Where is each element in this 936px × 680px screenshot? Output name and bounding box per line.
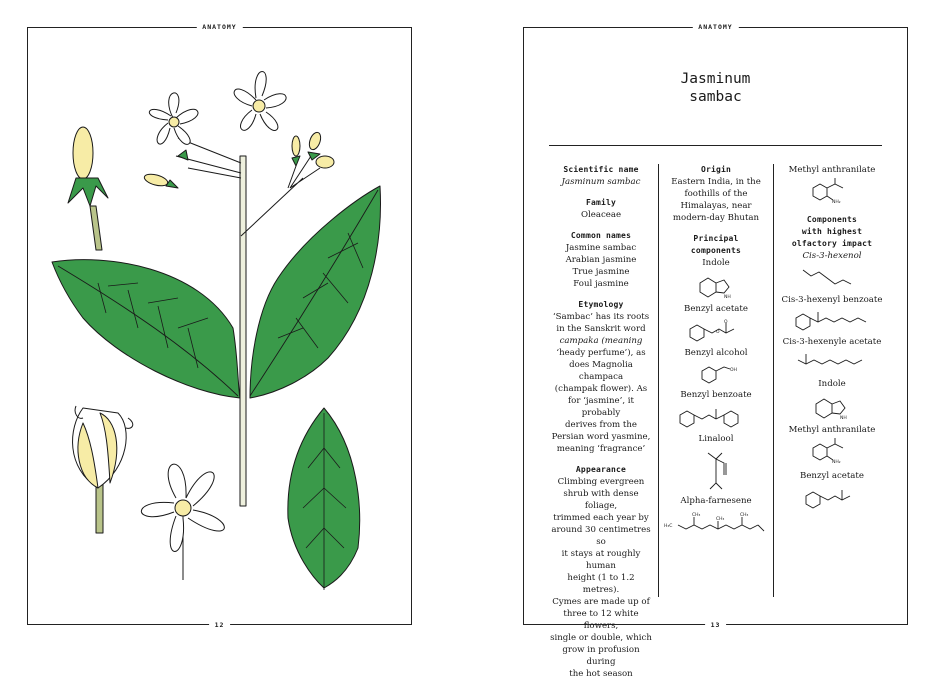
nh2-label: NH₂ — [832, 460, 841, 465]
appearance-line: three to 12 white flowers, — [563, 609, 639, 631]
appearance-line: around 30 centimetres so — [551, 525, 651, 547]
svg-text:NH: NH — [724, 295, 731, 299]
flower-top-left — [149, 93, 198, 144]
indole-molecule-icon — [696, 271, 736, 299]
main-stem — [240, 156, 246, 506]
appearance-label: Appearance — [575, 465, 627, 474]
oh-label: OH — [730, 368, 737, 373]
title-line-2: sambac — [689, 89, 742, 105]
appearance-line: Climbing evergreen — [557, 477, 645, 487]
component-name: Methyl anthranilate — [788, 165, 876, 175]
origin-line: modern-day Bhutan — [672, 213, 760, 223]
h3c-label: H₃C — [664, 524, 673, 529]
appearance-line: shrub with dense foliage, — [563, 489, 639, 511]
origin-label: Origin — [700, 165, 732, 174]
nh2-label: NH₂ — [832, 200, 841, 205]
etymology-line: derives from the — [565, 420, 637, 430]
alpha-farnesene-molecule-icon — [664, 509, 770, 537]
appearance-line: grow in profusion during — [562, 645, 640, 667]
ch3-label: CH₃ — [740, 513, 749, 518]
appearance-line: Cymes are made up of — [552, 597, 650, 607]
left-leaf — [52, 260, 240, 398]
component-name: Benzyl alcohol — [684, 348, 748, 358]
etymology-line: (champak flower). As — [554, 384, 648, 394]
component-name: Benzyl acetate — [684, 304, 748, 314]
etymology-line: Persian word yasmine, — [551, 432, 651, 442]
methyl-anthranilate-molecule-icon — [807, 178, 857, 206]
svg-text:O: O — [724, 320, 728, 325]
cis-3-hexenol-molecule-icon — [799, 264, 865, 290]
olfactory-component: Indole — [818, 379, 846, 389]
etymology-line: campaka (meaning — [559, 336, 643, 346]
bud-3 — [307, 131, 323, 151]
component-name: Indole — [702, 258, 730, 268]
page-title — [523, 70, 908, 106]
indole-molecule-icon — [812, 392, 852, 420]
etymology-label: Etymology — [578, 300, 624, 309]
etymology-line: does Magnolia champaca — [569, 360, 633, 382]
flower-top-center — [234, 71, 286, 130]
olfactory-component: Methyl anthranilate — [788, 425, 876, 435]
cis-3-hexenyl-benzoate-molecule-icon — [792, 308, 872, 332]
common-name: Jasmine sambac — [565, 243, 637, 253]
left-bud — [73, 127, 93, 179]
benzyl-benzoate-molecule-icon — [676, 403, 756, 429]
origin-line: Eastern India, in the — [671, 177, 761, 187]
svg-text:O: O — [716, 330, 720, 335]
benzyl-acetate-molecule-icon — [686, 317, 746, 343]
olfactory-component: Cis-3-hexenol — [802, 251, 862, 261]
olfactory-label: Components — [806, 215, 858, 224]
component-name: Benzyl benzoate — [680, 390, 752, 400]
common-name: Arabian jasmine — [565, 255, 637, 265]
column-divider-1 — [658, 164, 659, 597]
bud-1 — [143, 172, 169, 188]
ch3-label: CH₃ — [716, 517, 725, 522]
etymology-line: meaning ‘fragrance’ — [556, 444, 646, 454]
olfactory-component: Cis-3-hexenyl benzoate — [781, 295, 883, 305]
origin-line: foothills of the — [684, 189, 748, 199]
principal-components-label-1: Principal — [693, 234, 739, 243]
ch3-label: CH₃ — [692, 513, 701, 518]
olfactory-label: olfactory impact — [791, 239, 873, 248]
bud-4 — [316, 156, 334, 168]
right-page-number: 13 — [705, 620, 727, 630]
flower-front-view — [141, 464, 224, 580]
olfactory-component: Cis-3-hexenyle acetate — [782, 337, 882, 347]
left-page-frame — [27, 23, 412, 629]
flower-side-view — [73, 406, 133, 533]
etymology-line: ‘Sambac’ has its roots — [552, 312, 650, 322]
family-value: Oleaceae — [580, 210, 622, 220]
appearance-line: height (1 to 1.2 metres). — [567, 573, 635, 595]
column-divider-2 — [773, 164, 774, 597]
etymology-line: for ‘jasmine’, it probably — [567, 396, 635, 418]
family-label: Family — [585, 198, 617, 207]
etymology-line: in the Sanskrit word — [556, 324, 646, 334]
jasmine-illustration — [28, 28, 413, 626]
left-bud-stem — [90, 206, 102, 250]
column-origin-components — [664, 164, 768, 541]
column-olfactory — [778, 164, 886, 514]
column-botany — [549, 164, 653, 680]
appearance-line: the hot season — [569, 669, 633, 679]
benzyl-alcohol-molecule-icon — [694, 361, 738, 385]
linalool-molecule-icon — [696, 447, 736, 491]
title-divider — [549, 145, 882, 146]
etymology-line: ‘heady perfume’), as — [556, 348, 646, 358]
cis-3-hexenyle-acetate-molecule-icon — [794, 350, 870, 374]
svg-text:NH: NH — [840, 416, 847, 420]
bud-2 — [292, 136, 300, 156]
left-page-number: 12 — [209, 620, 231, 630]
right-header: ANATOMY — [692, 22, 738, 32]
common-name: Foul jasmine — [573, 279, 629, 289]
scientific-name-value: Jasminum sambac — [561, 177, 641, 187]
title-line-1: Jasminum — [680, 71, 751, 87]
origin-line: Himalayas, near — [680, 201, 752, 211]
scientific-name-label: Scientific name — [563, 165, 639, 174]
benzyl-acetate-molecule-icon — [802, 484, 862, 510]
common-name: True jasmine — [572, 267, 630, 277]
olfactory-component: Benzyl acetate — [800, 471, 864, 481]
principal-components-label-2: components — [690, 246, 742, 255]
appearance-line: it stays at roughly human — [561, 549, 641, 571]
component-name: Alpha-farnesene — [680, 496, 752, 506]
methyl-anthranilate-molecule-icon — [807, 438, 857, 466]
appearance-line: single or double, which — [550, 633, 652, 643]
left-header: ANATOMY — [196, 22, 242, 32]
olfactory-label: with highest — [801, 227, 863, 236]
appearance-line: trimmed each year by — [553, 513, 649, 523]
component-name: Linalool — [698, 434, 734, 444]
common-names-label: Common names — [570, 231, 632, 240]
